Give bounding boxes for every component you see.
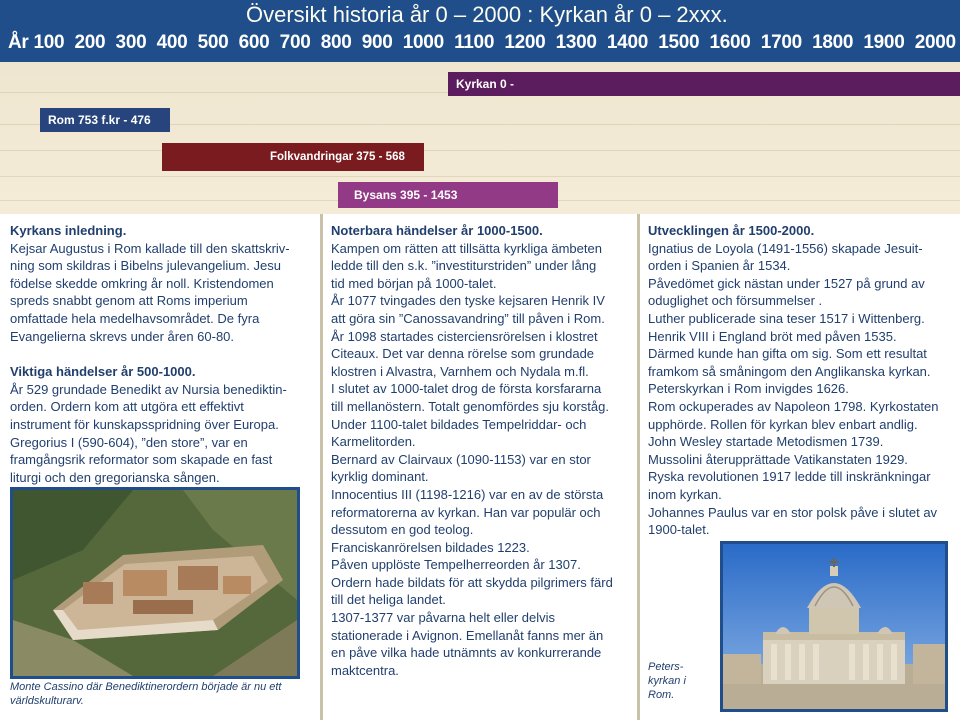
monte-cassino-caption: Monte Cassino där Benediktinerordern började är nu ett världskulturarv. — [10, 681, 282, 707]
column-1000-1500 — [323, 214, 637, 720]
kyrkan-bar-label: Kyrkan 0 - — [456, 77, 515, 91]
col2-text-line: Ordern hade bildats för att skydda pilgrimers färd — [331, 574, 613, 590]
col3-text-line: Johannes Paulus var en stor polsk påve i slutet av — [648, 504, 938, 520]
col2-heading: Noterbara händelser år 1000-1500. — [331, 223, 543, 238]
col3-text-line: Rom ockuperades av Napoleon 1798. Kyrkostaten — [648, 398, 939, 414]
col3-text-line: upphörde. Rollen för kyrkan blev enbart andlig. — [648, 416, 918, 432]
col3-text-line: Ignatius de Loyola (1491-1556) skapade Jesuit- — [648, 240, 923, 256]
col3-text-line: inom kyrkan. — [648, 486, 722, 502]
year-label: 1800 — [812, 32, 854, 53]
year-label: 1200 — [504, 32, 546, 53]
year-label: 1600 — [709, 32, 751, 53]
monte-cassino-image — [10, 487, 300, 679]
year-label: 1100 — [454, 32, 495, 53]
year-label: 200 — [74, 32, 106, 53]
col3-text-line: 1900-talet. — [648, 522, 710, 538]
col3-heading: Utvecklingen år 1500-2000. — [648, 223, 815, 238]
intro-heading: Kyrkans inledning. — [10, 223, 127, 238]
bysans-bar — [338, 182, 558, 208]
col3-text-line: Peterskyrkan i Rom invigdes 1626. — [648, 381, 849, 397]
col2-text-line: stationerade i Avignon. Emellanåt fanns mer än — [331, 627, 604, 643]
year-label: 400 — [156, 32, 188, 53]
year-label: År 100 — [8, 32, 65, 53]
year-label: 1400 — [606, 32, 648, 53]
col2-text-line: ledde till den s.k. ”investiturstriden” under lång — [331, 258, 597, 274]
events-heading: Viktiga händelser år 500-1000. — [10, 364, 196, 380]
col3-text-line: Påvedömet gick nästan under 1527 på grund av — [648, 275, 925, 291]
bysans-bar-label: Bysans 395 - 1453 — [354, 188, 458, 202]
col3-text-line: Därmed kunde han gifta om sig. Som ett resultat — [648, 346, 927, 362]
year-label: 1500 — [658, 32, 700, 53]
folkvandringar-bar — [162, 143, 424, 171]
col2-text-line: Franciskanrörelsen bildades 1223. — [331, 539, 530, 555]
col2-text-line: År 1077 tvingades den tyske kejsaren Henrik IV — [331, 293, 605, 309]
col3-text — [648, 240, 954, 539]
events-text: År 529 grundade Benedikt av Nursia benediktin- orden. Ordern kom att utgöra ett effektivt instrument för kunskapsspridning över Europa. Gregorius I (590-604), ”den store”, var en framgångsrik reformator som skapade en fast liturgi och den gregorianska sången. — [10, 381, 287, 485]
year-label: 800 — [320, 32, 352, 53]
col2-text-line: Påven upplöste Tempelherreorden år 1307. — [331, 557, 581, 573]
col2-text-line: till mellanöstern. Totalt genomfördes sju korståg. — [331, 398, 609, 414]
col2-text-line: Karmelitorden. — [331, 434, 416, 450]
col2-text-line: Innocentius III (1198-1216) var en av de största — [331, 486, 604, 502]
col3-text-line: Ryska revolutionen 1917 ledde till inskränkningar — [648, 469, 931, 485]
col3-text-line: oduglighet och försummelser . — [648, 293, 823, 309]
col2-text-line: tid med början på 1000-talet. — [331, 275, 497, 291]
col2-text-line: I slutet av 1000-talet drog de första korsfararna — [331, 381, 602, 397]
timeline-header — [0, 0, 960, 214]
col2-text-line: Citeaux. Det var denna rörelse som grundade — [331, 346, 595, 362]
col2-text-line: År 1098 startades cisterciensrörelsen i klostret — [331, 328, 598, 344]
col2-text-line: klostren i Alvastra, Varnhem och Nydala m.fl. — [331, 363, 589, 379]
year-axis — [8, 32, 956, 54]
year-label: 2000 — [914, 32, 956, 53]
year-label: 1300 — [555, 32, 597, 53]
year-label: 1700 — [760, 32, 802, 53]
col3-text-line: John Wesley startade Metodismen 1739. — [648, 434, 884, 450]
year-label: 1900 — [863, 32, 905, 53]
intro-text: Kejsar Augustus i Rom kallade till den skattskriv- ning som skildras i Bibelns julevangelium. Jesu födelse skedde omkring år noll. Kristendomen spreds snabbt genom att Roms imperium omfattade hela medelhavsområdet. De fyra Evangelierna skrevs under åren 60-80. — [10, 240, 290, 344]
rom-bar-label: Rom 753 f.kr - 476 — [48, 113, 151, 127]
folkvandringar-bar-label: Folkvandringar 375 - 568 — [270, 151, 405, 163]
col3-text-line: orden i Spanien år 1534. — [648, 258, 791, 274]
col2-text — [331, 240, 631, 680]
peterskyrkan-image — [720, 541, 948, 712]
year-label: 500 — [197, 32, 229, 53]
page-title: Översikt historia år 0 – 2000 : Kyrkan år 0 – 2xxx. — [246, 2, 728, 27]
rom-bar — [40, 108, 170, 132]
col2-text-line: Bernard av Clairvaux (1090-1153) var en stor — [331, 451, 591, 467]
col3-text-line: Luther publicerade sina teser 1517 i Wittenberg. — [648, 310, 925, 326]
col2-text-line: dessutom en god teolog. — [331, 522, 474, 538]
col3-text-line: Mussolini återupprättade Vatikanstaten 1929. — [648, 451, 908, 467]
col2-text-line: Under 1100-talet bildades Tempelriddar- och — [331, 416, 587, 432]
kyrkan-bar — [448, 72, 960, 96]
year-label: 900 — [361, 32, 393, 53]
col3-text-line: Henrik VIII i England bröt med påven 1535. — [648, 328, 897, 344]
col2-text-line: kyrklig dominant. — [331, 469, 429, 485]
year-label: 300 — [115, 32, 147, 53]
year-label: 600 — [238, 32, 270, 53]
col2-text-line: att göra sin ”Canossavandring” till påven i Rom. — [331, 310, 605, 326]
peterskyrkan-caption: Peters- kyrkan i Rom. — [648, 661, 686, 701]
year-label: 1000 — [402, 32, 444, 53]
col2-text-line: till det heliga landet. — [331, 592, 446, 608]
col2-text-line: 1307-1377 var påvarna helt eller delvis — [331, 610, 556, 626]
col2-text-line: Kampen om rätten att tillsätta kyrkliga ämbeten — [331, 240, 602, 256]
col2-text-line: en påve vilka hade utnämnts av konkurrerande — [331, 645, 602, 661]
col2-text-line: reformatorerna av kyrkan. Han var populär och — [331, 504, 601, 520]
year-label: 700 — [279, 32, 311, 53]
col2-text-line: maktcentra. — [331, 662, 399, 678]
col3-text-line: framkom så småningom den Anglikanska kyrkan. — [648, 363, 931, 379]
